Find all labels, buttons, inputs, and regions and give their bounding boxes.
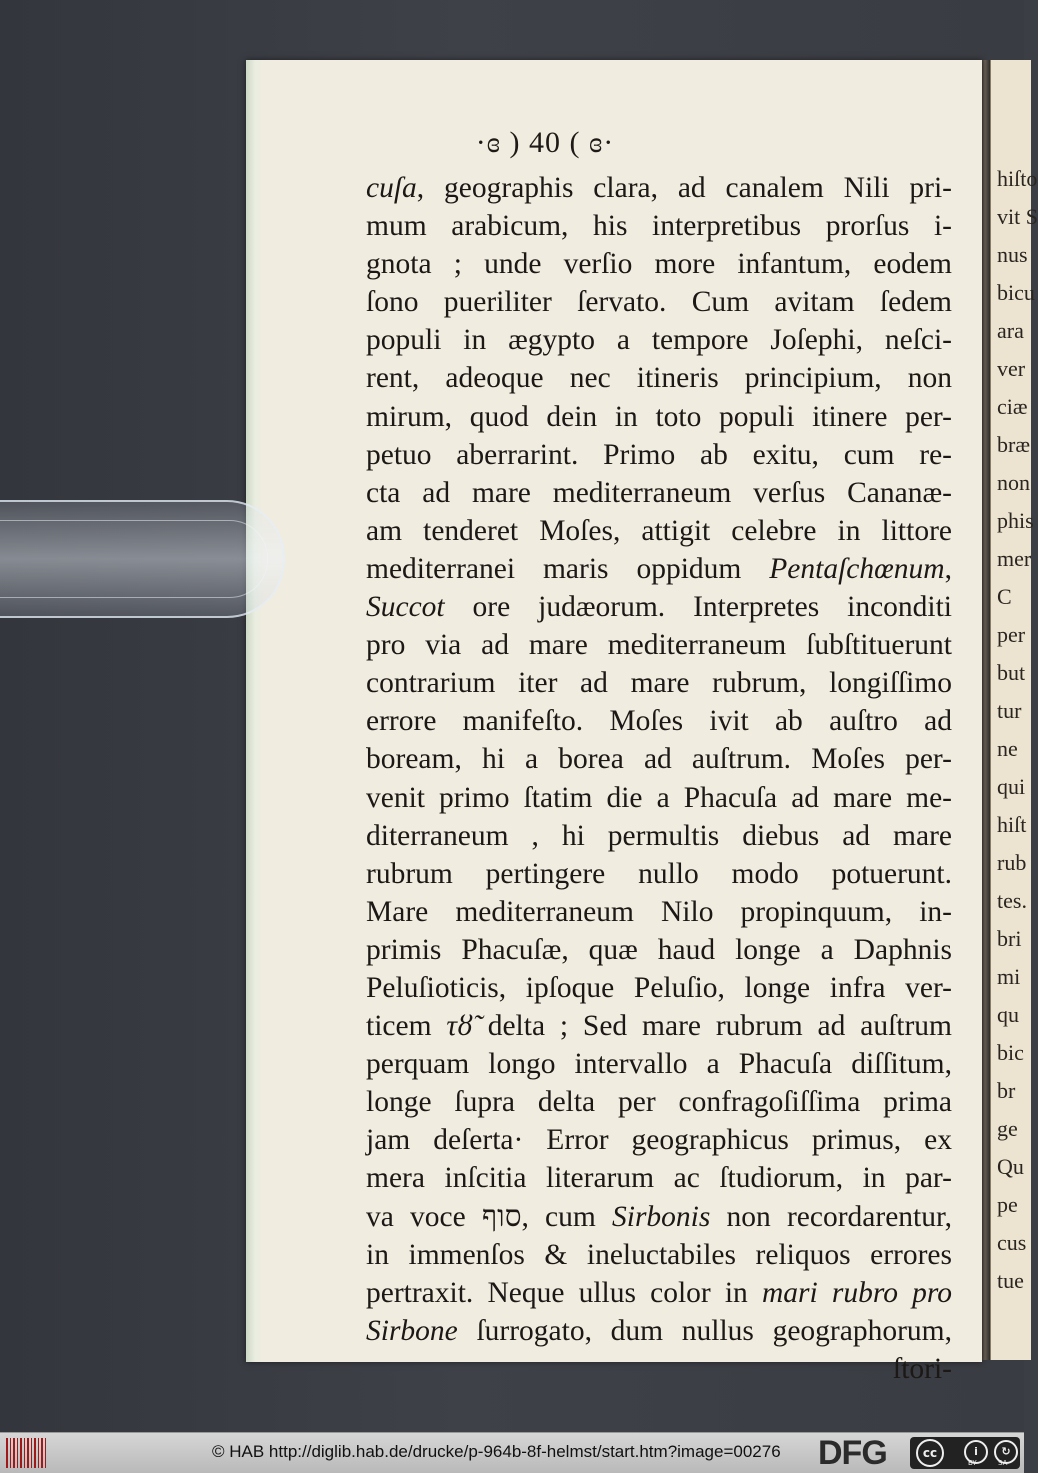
text-span: perquam longo intervallo a Phacuſa diſſitum,: [366, 1048, 952, 1081]
text-span: venit primo ſtatim die a Phacuſa ad mare me-: [366, 781, 952, 814]
text-span: rent, adeoque nec itineris principium, non: [366, 362, 952, 395]
creative-commons-license-badge[interactable]: [910, 1437, 1020, 1469]
text-line: [366, 931, 952, 969]
text-span: boream, hi a borea ad auſtrum. Moſes per-: [366, 743, 952, 776]
text-line: [366, 283, 952, 321]
cc-icon: cc: [916, 1439, 944, 1467]
text-line: [366, 1083, 952, 1121]
text-line: [366, 969, 952, 1007]
text-span: , geographis clara, ad canalem Nili pri-: [416, 172, 952, 204]
text-span: va voce סוף, cum: [366, 1200, 612, 1233]
text-span: Mare mediterraneum Nilo propinquum, in-: [366, 895, 952, 928]
text-span: delta ; Sed mare rubrum ad auſtrum: [472, 1010, 952, 1043]
share-alike-icon: ↻: [994, 1440, 1018, 1464]
text-span: errore manifeſto. Moſes ivit ab auſtro ad: [366, 705, 952, 738]
adjacent-page-fragment: mi: [997, 964, 1021, 989]
copyright-link[interactable]: © HAB http://diglib.hab.de/drucke/p-964b-8f-helmst/start.htm?image=00276: [212, 1442, 781, 1461]
adjacent-page-fragment: but: [997, 660, 1026, 685]
italic-text: Pentaſchœnum: [769, 552, 945, 585]
text-line: [366, 893, 952, 931]
adjacent-page-fragment: bri: [997, 926, 1022, 951]
page-text-block: [366, 169, 952, 1388]
text-span: am tenderet Moſes, attigit celebre in littore: [366, 514, 952, 547]
text-span: ticem: [366, 1010, 447, 1043]
text-span: ſono pueriliter ſervato. Cum avitam ſedem: [366, 286, 952, 319]
text-line: [366, 512, 952, 550]
adjacent-page-fragment: hiſto: [997, 166, 1038, 191]
text-span: mum arabicum, his interpretibus prorſus i-: [366, 210, 952, 243]
adjacent-page-fragment: per: [997, 622, 1026, 647]
text-span: mediterranei maris oppidum: [366, 552, 770, 585]
adjacent-page-fragment: bic: [997, 1040, 1024, 1065]
text-line: [366, 359, 952, 397]
text-line: [366, 702, 952, 740]
text-line: [366, 664, 952, 702]
text-line: [366, 1350, 952, 1388]
adjacent-page-fragment: ver: [997, 356, 1026, 381]
page-edge: [246, 60, 264, 1362]
adjacent-page-fragment: non: [997, 470, 1030, 495]
italic-text: τȣ̃: [446, 1010, 473, 1043]
sa-label: SA: [998, 1459, 1008, 1467]
adjacent-page-fragment: ne: [997, 736, 1018, 761]
adjacent-page-fragment: qui: [997, 774, 1026, 799]
text-span: ſtori-: [893, 1352, 952, 1385]
viewer-footer: [0, 1432, 1024, 1473]
adjacent-page-fragment: ara: [997, 318, 1024, 343]
adjacent-page-fragment: tes.: [997, 888, 1027, 913]
text-span: ore judæorum. Interpretes inconditi: [444, 591, 952, 624]
adjacent-page-fragment: phis: [997, 508, 1034, 533]
adjacent-page-fragment: nus: [997, 242, 1028, 267]
text-span: mera inſcitia literarum ac ſtudiorum, in par-: [366, 1162, 952, 1195]
adjacent-page-fragment: rub: [997, 850, 1027, 875]
text-line: [366, 398, 952, 436]
text-span: ſurrogato, dum nullus geographorum,: [457, 1314, 952, 1347]
adjacent-page-fragment: qu: [997, 1002, 1019, 1027]
text-span: cta ad mare mediterraneum verſus Cananæ-: [366, 476, 952, 509]
adjacent-page-fragment: Qu: [997, 1154, 1024, 1179]
glass-page-holder-inner: [0, 520, 268, 598]
adjacent-page-fragment: bræ: [997, 432, 1030, 457]
text-span: rubrum pertingere nullo modo potuerunt.: [366, 857, 952, 890]
text-line: [366, 1159, 952, 1197]
adjacent-page-fragment: cus: [997, 1230, 1027, 1255]
italic-text: mari rubro pro: [761, 1276, 952, 1309]
adjacent-page-fragment: bicu: [997, 280, 1035, 305]
text-line: [366, 779, 952, 817]
barcode-icon: [6, 1438, 46, 1468]
page-header: ·ɞ ) 40 ( ɞ·: [475, 126, 615, 159]
italic-text: Sirbone: [366, 1314, 458, 1347]
adjacent-page-text: [991, 160, 1038, 1300]
text-line: [366, 1007, 952, 1045]
text-span: contrarium iter ad mare rubrum, longiſſimo: [366, 667, 952, 700]
attribution-icon: i: [964, 1440, 988, 1464]
text-span: gnota ; unde verſio more infantum, eodem: [366, 248, 952, 281]
text-span: diterraneum , hi permultis diebus ad mare: [366, 819, 952, 852]
dfg-logo[interactable]: DFG: [818, 1434, 887, 1472]
italic-text: cuſa: [366, 172, 417, 204]
text-span: non recordarentur,: [710, 1200, 953, 1233]
text-span: jam deſerta· Error geographicus primus, ex: [366, 1124, 952, 1157]
text-span: longe ſupra delta per confragoſiſſima prima: [366, 1086, 952, 1119]
text-span: populi in ægypto a tempore Joſephi, neſci-: [366, 324, 952, 357]
adjacent-page-fragment: ge: [997, 1116, 1018, 1141]
text-line: [366, 1312, 952, 1350]
text-line: [366, 817, 952, 855]
text-line: [366, 855, 952, 893]
text-line: [366, 321, 952, 359]
adjacent-page-fragment: vit S: [997, 204, 1038, 229]
text-line: [366, 169, 952, 207]
adjacent-page-fragment: C: [997, 584, 1012, 609]
text-span: pertraxit. Neque ullus color in: [366, 1276, 762, 1309]
text-line: [366, 1198, 952, 1236]
adjacent-page-fragment: mer: [997, 546, 1032, 571]
text-span: ,: [944, 552, 952, 585]
text-line: [366, 436, 952, 474]
text-span: mirum, quod dein in toto populi itinere per-: [366, 400, 952, 433]
adjacent-page-fragment: tue: [997, 1268, 1024, 1293]
text-span: Peluſioticis, ipſoque Peluſio, longe infra ver-: [366, 971, 952, 1004]
text-line: [366, 740, 952, 778]
text-line: [366, 1121, 952, 1159]
italic-text: Succot: [366, 591, 445, 624]
text-line: [366, 207, 952, 245]
text-line: [366, 1274, 952, 1312]
text-line: [366, 1045, 952, 1083]
adjacent-page-fragment: tur: [997, 698, 1022, 723]
adjacent-page-fragment: pe: [997, 1192, 1018, 1217]
text-line: [366, 474, 952, 512]
text-line: [366, 245, 952, 283]
adjacent-page-fragment: ciæ: [997, 394, 1028, 419]
italic-text: Sirbonis: [612, 1200, 711, 1233]
adjacent-page-fragment: br: [997, 1078, 1016, 1103]
text-span: petuo aberrarint. Primo ab exitu, cum re-: [366, 438, 952, 471]
text-line: [366, 626, 952, 664]
text-span: primis Phacuſæ, quæ haud longe a Daphnis: [366, 933, 952, 966]
text-line: [366, 588, 952, 626]
adjacent-page-strip: [988, 60, 1038, 1360]
text-span: in immenſos & ineluctabiles reliquos errores: [366, 1238, 952, 1271]
text-line: [366, 1236, 952, 1274]
adjacent-page-fragment: hiſt: [997, 812, 1027, 837]
text-line: [366, 550, 952, 588]
by-label: BY: [968, 1459, 977, 1467]
text-span: pro via ad mare mediterraneum ſubſtituerunt: [366, 629, 952, 662]
